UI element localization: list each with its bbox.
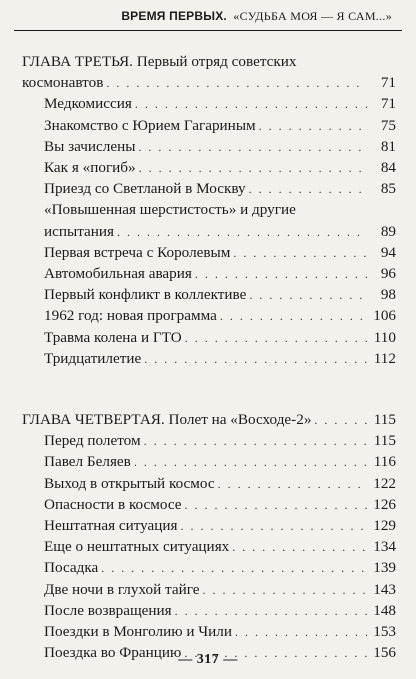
toc-entry-title: Первый конфликт в коллективе (44, 286, 247, 304)
toc-entry-title: Выход в открытый космос (44, 474, 215, 492)
toc-entry (22, 431, 396, 451)
toc-entry-page: 106 (373, 307, 396, 325)
leader-dots (202, 580, 367, 600)
leader-dots (220, 306, 367, 326)
toc-entry-title: Поездки в Монголию и Чили (44, 623, 232, 640)
toc-entry-page: 96 (380, 265, 396, 282)
toc-entry (22, 601, 396, 621)
toc-entry (22, 537, 396, 557)
toc-entry-page: 148 (373, 601, 396, 619)
toc-entry-title: Еще о нештатных ситуациях (44, 538, 230, 556)
toc-entry-title: «Повышенная шерстистость» и другие (44, 201, 296, 219)
toc-entry-page: 75 (380, 116, 396, 134)
leader-dots (138, 137, 367, 157)
toc-entry-title: Травма колена и ГТО (44, 328, 182, 346)
toc-entry (22, 452, 396, 472)
toc-entry (22, 495, 396, 515)
toc-entry (22, 622, 396, 642)
chapter-3-title-cont: космонавтов (22, 74, 104, 92)
toc-entry-page: 156 (373, 644, 396, 662)
toc-entry-page: 110 (373, 328, 396, 346)
header-rule (14, 30, 402, 31)
chapter-3-page: 71 (380, 74, 396, 92)
running-header (121, 9, 392, 24)
chapter-3-title-line-1 (22, 52, 396, 72)
toc-entry-title: Приезд со Светланой в Москву (44, 180, 246, 198)
chapter-4-title: ГЛАВА ЧЕТВЕРТАЯ. Полет на «Восходе-2» (22, 411, 312, 428)
leader-dots (249, 179, 367, 199)
chapter-3-title: ГЛАВА ТРЕТЬЯ. Первый отряд советских (22, 53, 297, 70)
toc-entry-title: Опасности в космосе (44, 495, 182, 513)
leader-dots (144, 349, 367, 369)
toc-entry-page: 116 (373, 453, 396, 471)
toc-entry (22, 222, 396, 242)
toc-entry (22, 558, 396, 578)
leader-dots (106, 73, 367, 93)
leader-dots (175, 601, 367, 621)
toc-entry (22, 158, 396, 178)
leader-dots (117, 222, 367, 242)
toc-entry (22, 243, 396, 263)
toc-entry-title: Знакомство с Юрием Гагариным (44, 116, 256, 134)
toc-entry (22, 306, 396, 326)
chapter-3-title-line-2 (22, 73, 396, 93)
toc-entry (22, 200, 396, 220)
toc-entry-title: Две ночи в глухой тайге (44, 580, 200, 598)
leader-dots (235, 622, 367, 642)
leader-dots (134, 452, 367, 472)
toc-entry (22, 137, 396, 157)
toc-entry-page: 115 (373, 432, 396, 450)
toc-entry-title: Перед полетом (44, 432, 141, 450)
leader-dots (101, 558, 367, 578)
toc-entry-title: Вы зачислены (44, 137, 136, 155)
leader-dots (195, 264, 367, 284)
toc-entry-title: После возвращения (44, 601, 172, 619)
leader-dots (249, 285, 367, 305)
leader-dots (233, 243, 367, 263)
leader-dots (259, 116, 367, 136)
toc-entry-page: 94 (380, 243, 396, 261)
toc-entry-page: 98 (380, 286, 396, 304)
toc-entry-title: Поездка во Францию (44, 644, 182, 662)
toc-entry-page: 85 (380, 180, 396, 198)
toc-entry-page: 81 (380, 137, 396, 155)
leader-dots (185, 328, 367, 348)
toc-entry-title: испытания (44, 222, 115, 240)
toc-entry-title: Нештатная ситуация (44, 517, 178, 534)
leader-dots (232, 537, 367, 557)
running-header-series: ВРЕМЯ ПЕРВЫХ. (121, 9, 227, 23)
toc-entry (22, 474, 396, 494)
toc-entry (22, 94, 396, 114)
toc-entry (22, 516, 396, 536)
chapter-4-page: 115 (373, 411, 396, 428)
toc-entry-title: Первая встреча с Королевым (44, 243, 231, 261)
toc-entry-title: Как я «погиб» (44, 159, 136, 176)
toc-entry (22, 285, 396, 305)
toc-entry-page: 112 (373, 349, 396, 367)
toc-entry (22, 328, 396, 348)
toc-entry (22, 116, 396, 136)
leader-dots (144, 431, 367, 451)
toc-entry-page: 153 (373, 623, 396, 640)
toc-entry (22, 580, 396, 600)
leader-dots (314, 410, 367, 430)
toc-entry (22, 264, 396, 284)
toc-entry-page: 71 (380, 95, 396, 113)
leader-dots (218, 474, 367, 494)
toc-entry-title: Павел Беляев (44, 453, 131, 471)
toc-entry-page: 143 (373, 580, 396, 598)
leader-dots (181, 516, 367, 536)
toc-entry-page: 126 (373, 495, 396, 513)
toc-entry-title: Тридцатилетие (44, 349, 142, 367)
toc-entry-page: 89 (380, 222, 396, 240)
toc-entry-page: 134 (373, 538, 396, 556)
toc-entry (22, 179, 396, 199)
toc-entry-page: 84 (380, 159, 396, 176)
toc-entry (22, 349, 396, 369)
toc-entry-title: Медкомиссия (44, 95, 132, 113)
chapter-4-title-line (22, 410, 396, 430)
leader-dots (135, 94, 367, 114)
leader-dots (139, 158, 367, 178)
running-header-subtitle: «СУДЬБА МОЯ — Я САМ...» (233, 9, 392, 23)
toc-entry-title: 1962 год: новая программа (44, 307, 217, 325)
toc-entry-title: Посадка (44, 559, 99, 577)
toc-entry-page: 122 (373, 474, 396, 492)
toc-entry-page: 129 (373, 517, 396, 534)
toc-entry-page: 139 (373, 559, 396, 577)
page-number: — 317 — (178, 652, 238, 667)
toc-entry-title: Автомобильная авария (44, 265, 192, 282)
leader-dots (185, 495, 367, 515)
